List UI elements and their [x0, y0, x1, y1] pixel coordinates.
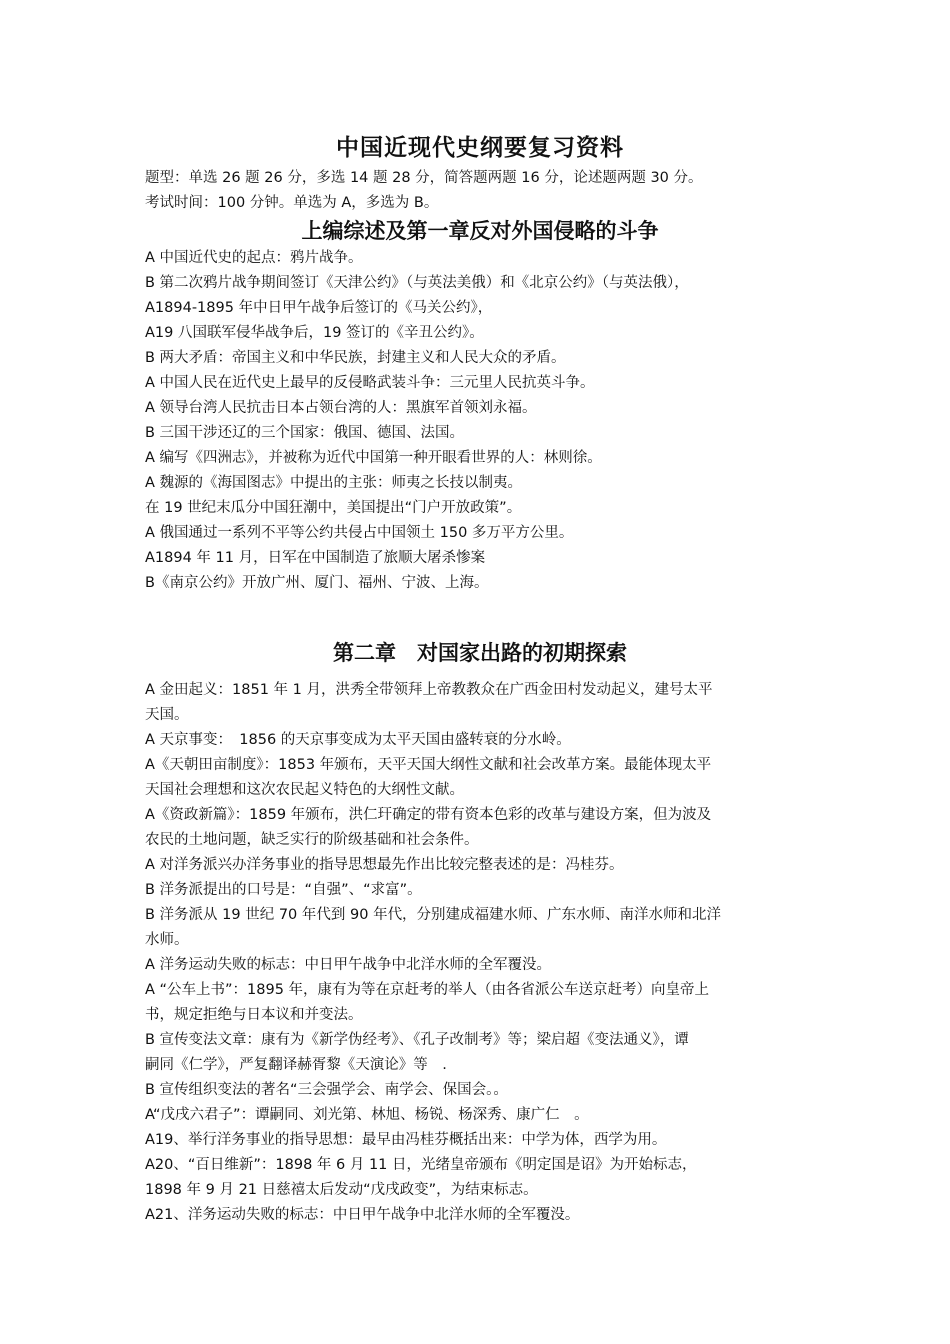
- text-line: A 编写《四洲志》，并被称为近代中国第一种开眼看世界的人：林则徐。: [145, 450, 602, 466]
- text-line: 1898 年 9 月 21 日慈禧太后发动“戊戌政变”，为结束标志。: [145, 1182, 538, 1198]
- text-line: A 金田起义：1851 年 1 月，洪秀全带领拜上帝教教众在广西金田村发动起义，建号太平: [145, 682, 713, 698]
- intro-block: [145, 166, 815, 216]
- intro-line: 题型：单选 26 题 26 分，多选 14 题 28 分，简答题两题 16 分，论述题两题 30 分。: [145, 170, 703, 186]
- document-title: 中国近现代史纲要复习资料: [336, 135, 624, 161]
- section-1-body: [145, 246, 815, 596]
- text-line: 水师。: [145, 932, 189, 948]
- text-line: A19 八国联军侵华战争后，19 签订的《辛丑公约》。: [145, 325, 484, 341]
- text-line: A 对洋务派兴办洋务事业的指导思想最先作出比较完整表述的是：冯桂芬。: [145, 857, 624, 873]
- text-line: A“戊戌六君子”：谭嗣同、刘光第、林旭、杨锐、杨深秀、康广仁 。: [145, 1107, 589, 1123]
- text-line: 天国社会理想和这次农民起义特色的大纲性文献。: [145, 782, 464, 798]
- section-heading: 第二章 对国家出路的初期探索: [333, 641, 627, 665]
- section-heading: 上编综述及第一章反对外国侵略的斗争: [301, 219, 659, 243]
- text-line: B 三国干涉还辽的三个国家：俄国、德国、法国。: [145, 425, 465, 441]
- text-line: A21、洋务运动失败的标志：中日甲午战争中北洋水师的全军覆没。: [145, 1207, 580, 1223]
- text-line: 书，规定拒绝与日本议和并变法。: [145, 1007, 363, 1023]
- text-line: A19、举行洋务事业的指导思想：最早由冯桂芬概括出来：中学为体，西学为用。: [145, 1132, 667, 1148]
- text-line: 嗣同《仁学》，严复翻译赫胥黎《天演论》等 .: [145, 1057, 447, 1073]
- text-line: A 天京事变： 1856 的天京事变成为太平天国由盛转衰的分水岭。: [145, 732, 571, 748]
- text-line: 农民的土地问题，缺乏实行的阶级基础和社会条件。: [145, 832, 479, 848]
- section-2-body: [145, 678, 815, 1228]
- text-line: B 两大矛盾：帝国主义和中华民族，封建主义和人民大众的矛盾。: [145, 350, 566, 366]
- text-line: A《资政新篇》：1859 年颁布，洪仁玕确定的带有资本色彩的改革与建设方案，但为波及: [145, 807, 712, 823]
- text-line: A20、“百日维新”：1898 年 6 月 11 日，光绪皇帝颁布《明定国是诏》为开始标志，: [145, 1157, 697, 1173]
- text-line: A《天朝田亩制度》：1853 年颁布，天平天国大纲性文献和社会改革方案。最能体现太平: [145, 757, 712, 773]
- text-line: A “公车上书”：1895 年，康有为等在京赶考的举人（由各省派公车送京赶考）向皇帝上: [145, 982, 710, 998]
- intro-line: 考试时间：100 分钟。单选为 A，多选为 B。: [145, 195, 439, 211]
- text-line: B 宣传变法文章：康有为《新学伪经考》、《孔子改制考》等；梁启超《变法通义》，谭: [145, 1032, 689, 1048]
- text-line: 天国。: [145, 707, 189, 723]
- text-line: B 第二次鸦片战争期间签订《天津公约》（与英法美俄）和《北京公约》（与英法俄），: [145, 275, 689, 291]
- text-line: A1894 年 11 月，日军在中国制造了旅顺大屠杀惨案: [145, 550, 486, 566]
- text-line: B 洋务派从 19 世纪 70 年代到 90 年代，分别建成福建水师、广东水师、南洋水师和北洋: [145, 907, 722, 923]
- text-line: A 魏源的《海国图志》中提出的主张：师夷之长技以制夷。: [145, 475, 523, 491]
- text-line: A 中国近代史的起点：鸦片战争。: [145, 250, 363, 266]
- text-line: A 领导台湾人民抗击日本占领台湾的人：黑旗军首领刘永福。: [145, 400, 537, 416]
- text-line: A1894-1895 年中日甲午战争后签订的《马关公约》，: [145, 300, 493, 316]
- document-page: [145, 130, 815, 1228]
- text-line: B《南京公约》开放广州、厦门、福州、宁波、上海。: [145, 575, 489, 591]
- text-line: B 洋务派提出的口号是：“自强”、“求富”。: [145, 882, 422, 898]
- text-line: 在 19 世纪末瓜分中国狂潮中，美国提出“门户开放政策”。: [145, 500, 522, 516]
- text-line: A 中国人民在近代史上最早的反侵略武装斗争：三元里人民抗英斗争。: [145, 375, 595, 391]
- text-line: B 宣传组织变法的著名“三会强学会、南学会、保国会。。: [145, 1082, 508, 1098]
- text-line: A 洋务运动失败的标志：中日甲午战争中北洋水师的全军覆没。: [145, 957, 552, 973]
- text-line: A 俄国通过一系列不平等公约共侵占中国领土 150 多万平方公里。: [145, 525, 574, 541]
